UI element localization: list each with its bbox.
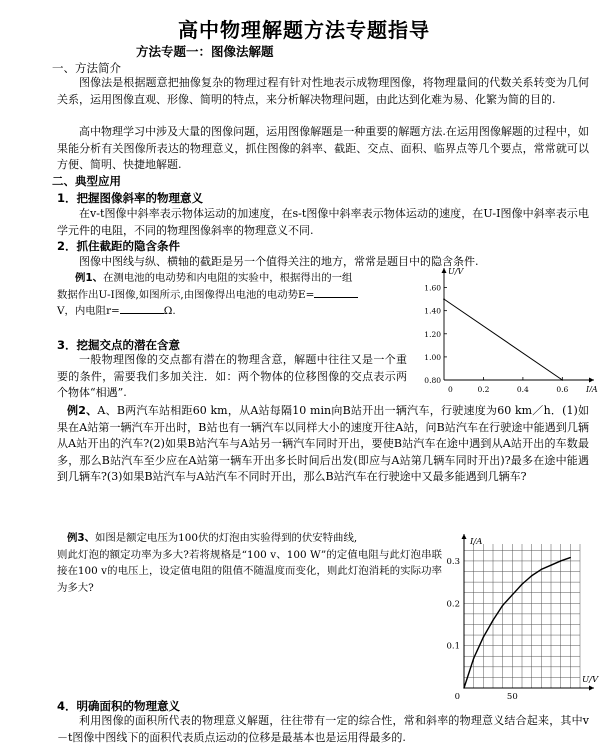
topic-4-heading: 4．明确面积的物理意义 bbox=[57, 699, 181, 713]
iu-chart-ticks bbox=[446, 557, 517, 702]
example-3-label: 例3、 bbox=[67, 532, 96, 544]
i-u-curve bbox=[464, 558, 570, 688]
data-point bbox=[473, 658, 474, 659]
example-1-line-2: 数据作出U-I图像,如图所示,由图像得出电池的电动势E= bbox=[57, 288, 315, 301]
iu-chart bbox=[440, 532, 608, 704]
data-point bbox=[492, 620, 493, 621]
example-2-text: A、B两汽车站相距60 km，从A站每隔10 min向B站开出一辆汽车，行驶速度为60 km／h．(1)如果在A站第一辆汽车开出时，B站也有一辆汽车以同样大小的速度开往A站，问B站汽车在行驶途中能遇到几辆从A站开出的汽车?(2)如果B站汽车与A站另一辆汽车同时开出，要使B站汽车在途中遇到从A站开出的车数最多，那么B站汽车至少应在A站第一辆车开出多长时间后出发(即应与A站第几辆车同时开出)?最多在途中能遇到几辆车?(3)如果B站汽车与A站汽车不同时开出，那么B站汽车在行驶途中又最多能遇到几辆车? bbox=[57, 404, 589, 483]
x-tick-label: 0.4 bbox=[516, 385, 529, 392]
topic-2-heading: 2．抓住截距的隐含条件 bbox=[57, 239, 181, 253]
example-1-line-3a: V，内电阻r= bbox=[57, 305, 120, 317]
section-2-heading: 二、典型应用 bbox=[52, 174, 121, 188]
data-point bbox=[560, 560, 561, 561]
x-tick-label: 0.2 bbox=[477, 385, 490, 392]
example-2 bbox=[57, 403, 589, 486]
example-2-label: 例2、 bbox=[67, 404, 98, 417]
data-point bbox=[463, 687, 464, 688]
data-point bbox=[483, 636, 484, 637]
y-tick-label: 1.00 bbox=[424, 352, 441, 362]
y-tick-label: 0.80 bbox=[424, 376, 441, 385]
y-axis-arrow bbox=[462, 534, 467, 539]
ui-chart-axes bbox=[442, 267, 598, 392]
example-3-line-1: 如图是额定电压为100伏的灯泡由实验得到的伏安特曲线, bbox=[95, 532, 358, 544]
x-origin-label: 0 bbox=[448, 385, 453, 392]
document-title: 高中物理解题方法专题指导 bbox=[178, 18, 430, 42]
y-axis-arrow bbox=[442, 268, 447, 273]
x-tick-label: 0.6 bbox=[556, 385, 569, 392]
section-1-para-2: 高中物理学习中涉及大量的图像问题，运用图像解题是一种重要的解题方法.在运用图像解题的过程中，如果能分析有关图像所表达的物理意义，抓住图像的斜率、截距、交点、面积、临界点等几个要点，常常就可以方便、简明、快捷地解题. bbox=[57, 125, 589, 171]
ui-chart bbox=[408, 262, 603, 392]
y-tick-label: 0.3 bbox=[446, 556, 460, 567]
topic-2-para: 图像中图线与纵、横轴的截距是另一个值得关注的地方，常常是题目中的隐含条件. bbox=[79, 255, 479, 268]
example-1 bbox=[57, 270, 437, 320]
u-i-line bbox=[444, 299, 562, 380]
example-1-label: 例1、 bbox=[75, 272, 104, 284]
y-tick-label: 1.20 bbox=[424, 329, 441, 339]
topic-3-para: 一般物理图像的交点都有潜在的物理含意，解题中往往又是一个重要的条件，需要我们多加关注．如：两个物体的位移图像的交点表示两个物体“相遇”. bbox=[57, 353, 407, 399]
x-axis-label: I/A bbox=[586, 385, 598, 392]
ui-chart-marks bbox=[443, 298, 563, 380]
iu-chart-axes bbox=[455, 534, 599, 702]
y-tick-label: 0.1 bbox=[446, 641, 460, 652]
origin-label: 0 bbox=[454, 692, 460, 702]
x-tick-label: 50 bbox=[506, 692, 518, 702]
y-axis-label: I/A bbox=[470, 537, 483, 547]
data-point bbox=[541, 569, 542, 570]
data-point bbox=[443, 298, 445, 300]
data-point bbox=[512, 594, 513, 595]
example-1-line-1: 在测电池的电动势和内电阻的实验中，根据得出的一组 bbox=[103, 272, 353, 284]
iu-chart-marks bbox=[463, 557, 571, 689]
example-3 bbox=[57, 530, 442, 596]
data-point bbox=[521, 584, 522, 585]
x-axis-arrow bbox=[589, 378, 594, 383]
data-point bbox=[531, 575, 532, 576]
topic-3-heading: 3．挖掘交点的潜在含意 bbox=[57, 338, 181, 352]
topic-1-heading: 1．把握图像斜率的物理意义 bbox=[57, 191, 204, 205]
example-3-text: 则此灯泡的额定功率为多大?若将规格是“100 v、100 W”的定值电阻与此灯泡串联接在100 v的电压上，设定值电阻的阻值不随温度而变化，则此灯泡消耗的实际功率为多大? bbox=[57, 548, 442, 594]
x-axis-arrow bbox=[589, 686, 594, 691]
section-1-para-1: 图像法是根据题意把抽像复杂的物理过程有针对性地表示成物理图像，将物理量间的代数关系转变为几何关系，运用图像直观、形像、简明的特点，来分析解决物理问题，由此达到化难为易、化繁为简的目的. bbox=[57, 76, 589, 106]
y-tick-label: 1.60 bbox=[424, 283, 441, 293]
topic-1-para: 在v-t图像中斜率表示物体运动的加速度，在s-t图像中斜率表示物体运动的速度，在U-I图像中斜率表示电学元件的电阻，不同的物理图像斜率的物理意义不同. bbox=[57, 207, 589, 237]
section-1-heading: 一、方法简介 bbox=[52, 61, 121, 75]
data-point bbox=[550, 564, 551, 565]
emf-answer-blank[interactable] bbox=[314, 287, 358, 298]
example-1-line-3b: Ω. bbox=[163, 305, 176, 317]
resistance-answer-blank[interactable] bbox=[120, 303, 164, 314]
x-axis-label: U/V bbox=[582, 675, 599, 685]
data-point bbox=[570, 557, 571, 558]
y-tick-label: 0.2 bbox=[446, 599, 460, 610]
data-point bbox=[502, 605, 503, 606]
iu-chart-grid bbox=[464, 544, 580, 688]
data-point bbox=[562, 379, 564, 381]
y-axis-label: U/V bbox=[448, 267, 464, 276]
topic-4-para: 利用图像的面积所代表的物理意义解题，往往带有一定的综合性，常和斜率的物理意义结合起来，其中v－t图像中图线下的面积代表质点运动的位移是最基本也是运用得最多的. bbox=[57, 714, 589, 744]
y-tick-label: 1.40 bbox=[424, 306, 441, 316]
document-subtitle: 方法专题一：图像法解题 bbox=[136, 44, 274, 59]
ui-chart-ticks bbox=[424, 284, 568, 392]
